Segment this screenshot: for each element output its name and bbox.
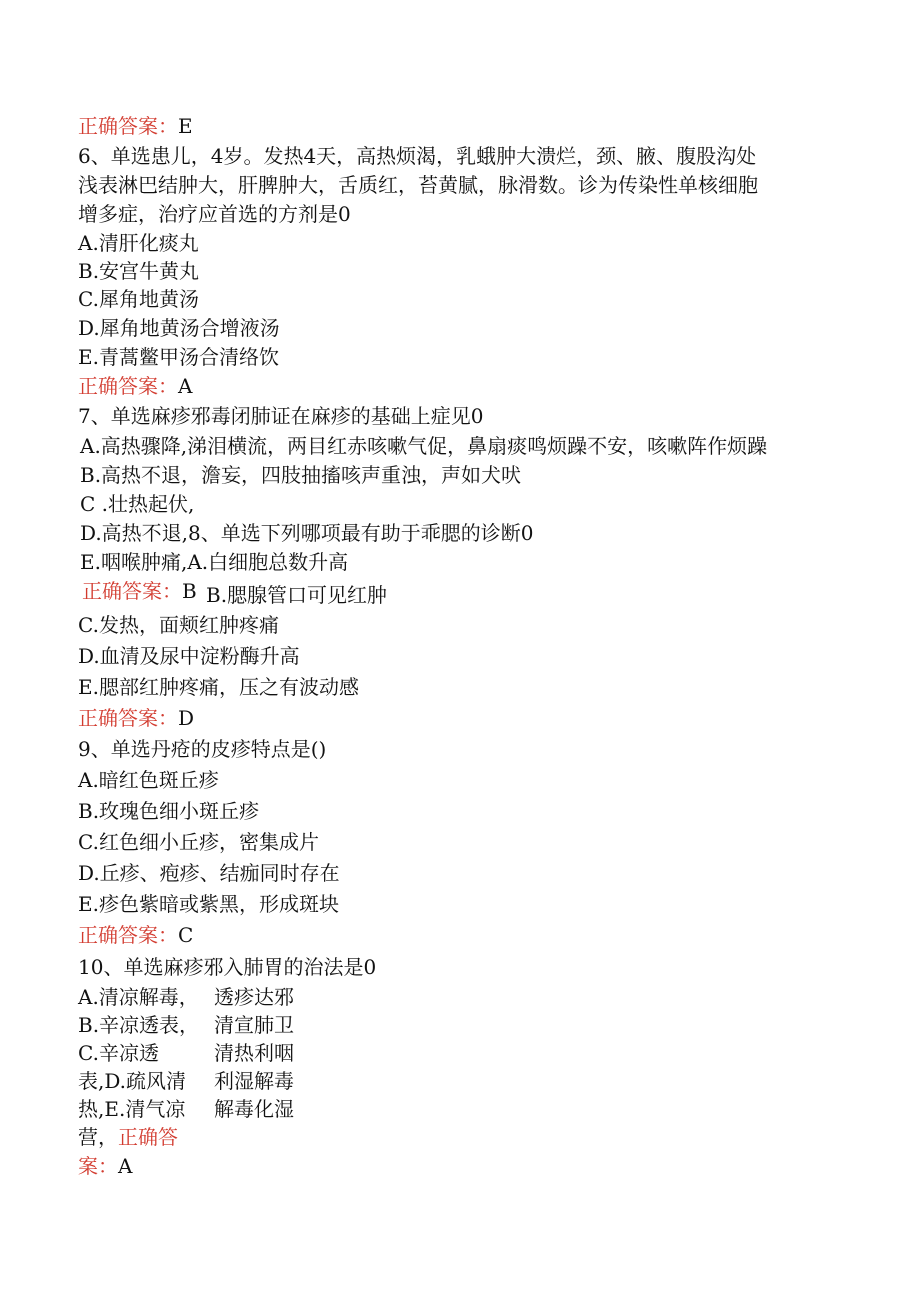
- question-7-option: D.高热不退,8、单选下列哪项最有助于乖腮的诊断0: [80, 521, 534, 545]
- question-9-option: A.暗红色斑丘疹: [78, 768, 219, 792]
- question-7-option: C .壮热起伏,: [80, 492, 195, 516]
- answer-line: [78, 113, 193, 139]
- answer-label: 案：: [78, 1154, 118, 1178]
- question-10-option-left: B.辛凉透表，: [78, 1013, 200, 1037]
- answer-line: [82, 578, 197, 604]
- answer-value: D: [178, 706, 195, 730]
- answer-label: 正确答案：: [82, 579, 182, 603]
- answer-label: 正确答案：: [78, 706, 178, 730]
- answer-line: [78, 922, 193, 948]
- question-7-stem: 7、单选麻疹邪毒闭肺证在麻疹的基础上症见0: [78, 404, 484, 428]
- question-6-option: E.青蒿鳖甲汤合清络饮: [78, 345, 279, 369]
- question-6-option: A.清肝化痰丸: [78, 231, 199, 255]
- question-10-option-left: 热,E.清气凉: [78, 1097, 186, 1121]
- question-10-option-left: 营，: [78, 1125, 118, 1149]
- answer-label: 正确答案：: [78, 923, 178, 947]
- question-10-answer-line: [78, 1124, 178, 1150]
- answer-value: E: [178, 114, 193, 138]
- question-6-stem-line-2: 浅表淋巴结肿大，肝脾肿大，舌质红，苔黄腻，脉滑数。诊为传染性单核细胞: [78, 173, 758, 197]
- answer-line: [78, 373, 192, 399]
- question-10-option-right: 解毒化湿: [214, 1097, 294, 1121]
- question-6-option: C.犀角地黄汤: [78, 287, 199, 311]
- answer-value: C: [178, 923, 194, 947]
- answer-value: A: [118, 1154, 133, 1178]
- question-7-option: A.高热骤降,涕泪横流，两目红赤咳嗽气促，鼻扇痰鸣烦躁不安，咳嗽阵作烦躁: [80, 434, 768, 458]
- question-10-option-right: 清热利咽: [214, 1041, 294, 1065]
- question-6-stem-line-3: 增多症，治疗应首选的方剂是0: [78, 202, 351, 226]
- question-9-option: E.疹色紫暗或紫黑，形成斑块: [78, 892, 339, 916]
- question-10-option-right: 清宣肺卫: [214, 1013, 294, 1037]
- question-10-option-right: 透疹达邪: [214, 985, 294, 1009]
- question-10-option-left: 表,D.疏风清: [78, 1069, 187, 1093]
- question-8-option: C.发热，面颊红肿疼痛: [78, 613, 279, 637]
- question-7-option: B.高热不退，澹妄，四肢抽搐咳声重浊，声如犬吠: [80, 463, 522, 487]
- question-9-option: C.红色细小丘疹，密集成片: [78, 830, 319, 854]
- answer-value: B: [182, 579, 197, 603]
- answer-value: A: [178, 374, 193, 398]
- question-10-option-right: 利湿解毒: [214, 1069, 294, 1093]
- answer-line: [78, 705, 194, 731]
- question-8-option: D.血清及尿中淀粉酶升高: [78, 644, 300, 668]
- question-8-option: E.腮部红肿疼痛，压之有波动感: [78, 675, 359, 699]
- question-9-option: D.丘疹、疱疹、结痂同时存在: [78, 861, 340, 885]
- answer-label: 正确答: [118, 1125, 178, 1149]
- answer-label: 正确答案：: [78, 114, 178, 138]
- question-7-option: E.咽喉肿痛,A.白细胞总数升高: [80, 550, 349, 574]
- question-10-option-left: C.辛凉透: [78, 1041, 159, 1065]
- answer-line: [78, 1153, 132, 1179]
- question-9-option: B.玫瑰色细小斑丘疹: [78, 799, 260, 823]
- question-6-option: B.安宫牛黄丸: [78, 259, 200, 283]
- answer-label: 正确答案：: [78, 374, 178, 398]
- question-6-stem-line-1: 6、单选患儿，4岁。发热4天，高热烦渴，乳蛾肿大溃烂，颈、腋、腹股沟处: [78, 144, 757, 168]
- question-10-option-left: A.清凉解毒，: [78, 985, 199, 1009]
- question-9-stem: 9、单选丹疮的皮疹特点是(): [78, 737, 327, 761]
- question-10-stem: 10、单选麻疹邪入肺胃的治法是0: [78, 955, 377, 979]
- question-6-option: D.犀角地黄汤合增液汤: [78, 316, 280, 340]
- question-8-option: B.腮腺管口可见红肿: [206, 583, 388, 607]
